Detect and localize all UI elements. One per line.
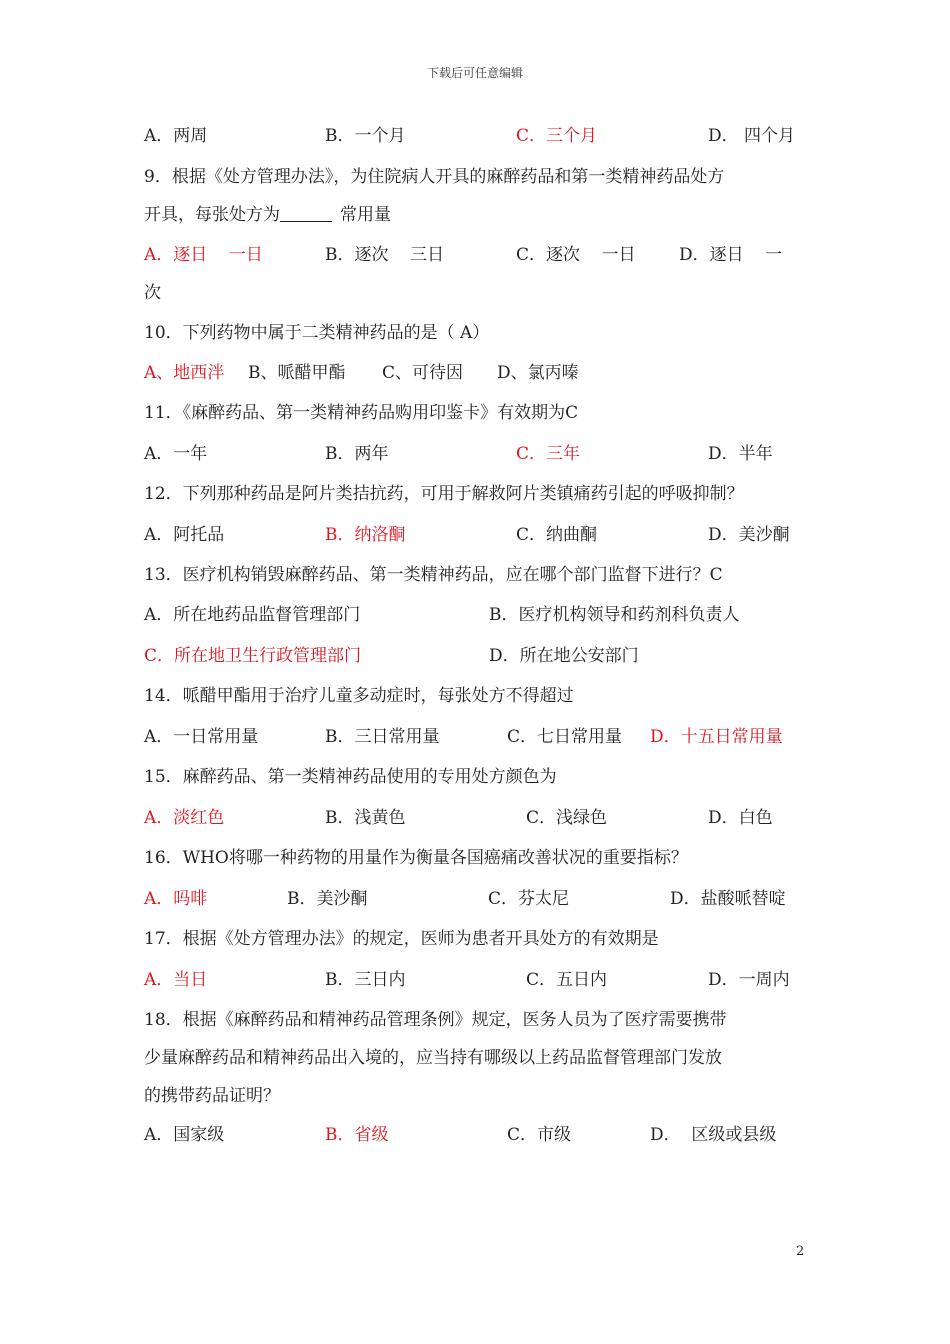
option-b: B．三日常用量 [325,727,440,747]
option-a-correct: A．当日 [144,970,208,990]
question-15: 15．麻醉药品、第一类精神药品使用的专用处方颜色为 [144,767,557,787]
option-a: A．一年 [144,444,208,464]
question-16: 16．WHO将哪一种药物的用量作为衡量各国癌痛改善状况的重要指标？ [144,848,688,868]
q9-options-wrap: 次 [144,283,161,303]
option-c: C．市级 [507,1125,572,1145]
option-d: D、氯丙嗪 [497,363,579,383]
question-13: 13．医疗机构销毁麻醉药品、第一类精神药品，应在哪个部门监督下进行？C [144,565,723,585]
option-a: A．阿托品 [144,525,225,545]
q16-options [144,884,814,914]
option-c: C、可待因 [382,363,464,383]
option-b: B、哌醋甲酯 [248,363,346,383]
option-b: B．两年 [325,444,389,464]
question-18-line-3: 的携带药品证明？ [144,1086,280,1106]
option-b: B．三日内 [325,970,406,990]
question-9-text: 开具，每张处方为 [144,205,280,225]
option-d: D．白色 [708,808,773,828]
answer-blank [280,203,332,222]
option-b: B．一个月 [325,126,406,146]
q9-options [144,240,814,270]
option-a: A．一日常用量 [144,727,259,747]
option-d: D．一周内 [708,970,790,990]
option-a-correct: A．逐日 一日 [144,245,263,265]
question-18-line-2: 少量麻醉药品和精神药品出入境的，应当持有哪级以上药品监督管理部门发放 [144,1048,722,1068]
q11-options [144,439,814,469]
option-d-correct: D．十五日常用量 [650,727,783,747]
page-header: 下载后可任意编辑 [426,66,523,80]
option-d: D．美沙酮 [708,525,790,545]
question-9-text-end: 常用量 [340,205,391,225]
option-c: C．芬太尼 [488,889,570,909]
option-c: C．纳曲酮 [516,525,598,545]
option-c-correct: C．三年 [516,444,581,464]
option-a-correct: A．淡红色 [144,808,225,828]
q18-options [144,1120,814,1150]
q13-options-row-1 [144,600,814,630]
option-a: A．所在地药品监督管理部门 [144,605,361,625]
question-12: 12．下列那种药品是阿片类拮抗药，可用于解救阿片类镇痛药引起的呼吸抑制？ [144,484,744,504]
option-b-correct: B．纳洛酮 [325,525,406,545]
option-a-correct: A．吗啡 [144,889,208,909]
option-d: D．半年 [708,444,773,464]
option-c: C．七日常用量 [507,727,623,747]
q12-options [144,520,814,550]
option-d: D．逐日 一 [679,245,783,265]
option-a: A．两周 [144,126,208,146]
q14-options [144,722,814,752]
question-17: 17．根据《处方管理办法》的规定，医师为患者开具处方的有效期是 [144,929,659,949]
option-c-correct: C．三个月 [516,126,598,146]
q15-options [144,803,814,833]
option-d: D． 四个月 [708,126,796,146]
page-number: 2 [796,1244,805,1259]
q13-options-row-2 [144,641,814,671]
option-d: D．所在地公安部门 [489,646,639,666]
option-a: A．国家级 [144,1125,225,1145]
option-b: B．美沙酮 [287,889,368,909]
question-11: 11．《麻醉药品、第一类精神药品购用印鉴卡》有效期为C [144,403,579,423]
option-c: C．五日内 [526,970,608,990]
option-b: B．医疗机构领导和药剂科负责人 [489,605,740,625]
option-b-correct: B．省级 [325,1125,389,1145]
option-a-correct: A、地西泮 [144,363,225,383]
q17-options [144,965,814,995]
q8-options [144,121,814,151]
question-14: 14．哌醋甲酯用于治疗儿童多动症时，每张处方不得超过 [144,686,574,706]
option-d: D． 区级或县级 [650,1125,777,1145]
option-b: B．浅黄色 [325,808,406,828]
q10-options [144,358,814,388]
option-c: C．逐次 一日 [516,245,636,265]
option-c-correct: C．所在地卫生行政管理部门 [144,646,362,666]
question-18-line-1: 18．根据《麻醉药品和精神药品管理条例》规定，医务人员为了医疗需要携带 [144,1010,727,1030]
question-9-line-1: 9．根据《处方管理办法》，为住院病人开具的麻醉药品和第一类精神药品处方 [144,167,725,187]
option-b: B．逐次 三日 [325,245,445,265]
question-10: 10．下列药物中属于二类精神药品的是（ A） [144,323,490,343]
question-9-line-2 [144,200,814,230]
option-c: C．浅绿色 [526,808,608,828]
option-d: D．盐酸哌替啶 [670,889,786,909]
